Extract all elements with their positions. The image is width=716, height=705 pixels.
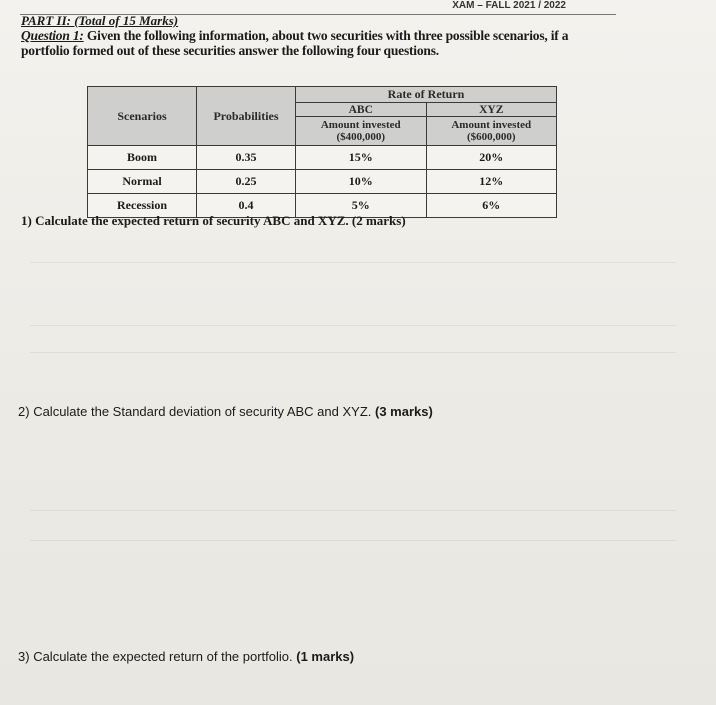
bleed-through-line bbox=[30, 262, 676, 263]
cell-scenario: Recession bbox=[88, 194, 197, 218]
header-abc: ABC bbox=[296, 103, 427, 117]
question-label: Question 1: bbox=[21, 28, 84, 43]
abc-amount-label: Amount invested bbox=[320, 119, 401, 131]
header-xyz-amount bbox=[426, 117, 557, 146]
header-rate-of-return: Rate of Return bbox=[296, 87, 557, 103]
question-3 bbox=[18, 649, 354, 664]
bleed-through-line bbox=[30, 352, 676, 353]
header-scenarios: Scenarios bbox=[88, 87, 197, 146]
header-xyz: XYZ bbox=[426, 103, 557, 117]
question-1 bbox=[21, 213, 406, 229]
xyz-amount-value: ($600,000) bbox=[466, 131, 516, 143]
cell-xyz-return: 6% bbox=[426, 194, 557, 218]
header-abc-amount bbox=[296, 117, 427, 146]
question-intro bbox=[21, 28, 601, 58]
question-2-marks: (3 marks) bbox=[375, 404, 433, 419]
xyz-amount-label: Amount invested bbox=[451, 119, 532, 131]
cell-abc-return: 15% bbox=[296, 146, 427, 170]
header-probabilities: Probabilities bbox=[197, 87, 296, 146]
question-2 bbox=[18, 404, 433, 419]
part-title: PART II: (Total of 15 Marks) bbox=[21, 13, 179, 28]
bleed-through-line bbox=[30, 510, 676, 511]
exam-header: XAM – FALL 2021 / 2022 bbox=[452, 0, 566, 11]
question-1-number: 1) bbox=[21, 213, 32, 228]
question-2-number: 2) bbox=[18, 404, 30, 419]
cell-xyz-return: 12% bbox=[426, 170, 557, 194]
cell-probability: 0.25 bbox=[197, 170, 296, 194]
bleed-through-line bbox=[30, 540, 676, 541]
cell-abc-return: 5% bbox=[296, 194, 427, 218]
question-2-text: Calculate the Standard deviation of security ABC and XYZ. bbox=[33, 404, 372, 419]
table-row bbox=[88, 146, 557, 170]
question-text: Given the following information, about two securities with three possible scenarios, if a portfolio formed out of these securities answer the following four questions. bbox=[21, 28, 569, 58]
cell-probability: 0.4 bbox=[197, 194, 296, 218]
question-3-marks: (1 marks) bbox=[296, 649, 355, 664]
cell-scenario: Boom bbox=[88, 146, 197, 170]
cell-probability: 0.35 bbox=[197, 146, 296, 170]
scenario-table bbox=[87, 86, 557, 218]
question-1-text: Calculate the expected return of security ABC and XYZ. (2 marks) bbox=[35, 213, 406, 228]
question-3-number: 3) bbox=[18, 649, 30, 664]
bleed-through-line bbox=[30, 325, 676, 326]
cell-xyz-return: 20% bbox=[426, 146, 557, 170]
table-row bbox=[88, 170, 557, 194]
cell-abc-return: 10% bbox=[296, 170, 427, 194]
cell-scenario: Normal bbox=[88, 170, 197, 194]
question-3-text: Calculate the expected return of the portfolio. bbox=[33, 649, 293, 664]
abc-amount-value: ($400,000) bbox=[336, 131, 386, 143]
